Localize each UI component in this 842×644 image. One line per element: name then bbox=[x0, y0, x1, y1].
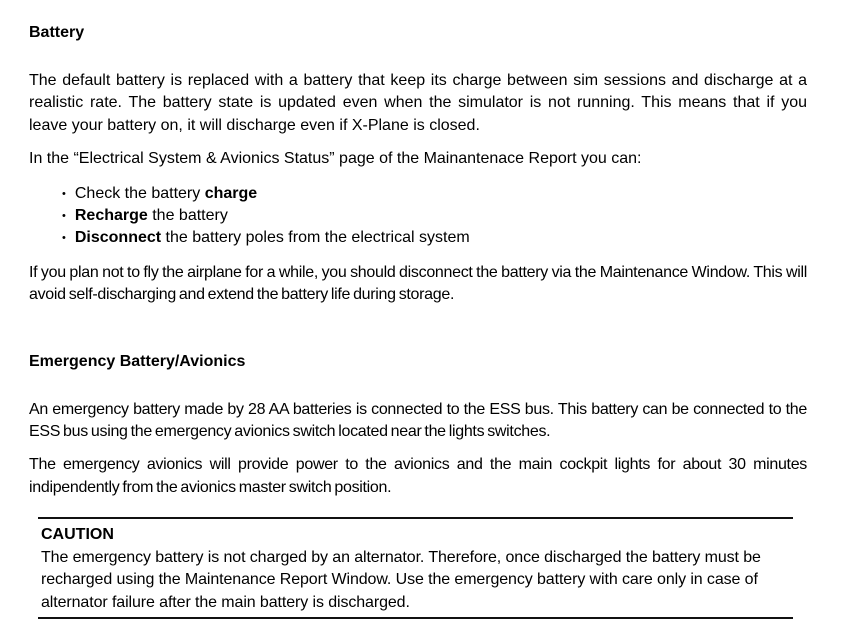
list-item-bold-text: charge bbox=[204, 184, 258, 202]
battery-actions-list bbox=[29, 183, 807, 250]
list-item-check-charge bbox=[62, 183, 807, 205]
paragraph-storage-advice: If you plan not to fly the airplane for a while, you should disconnect the battery via the Maintenance Window. This will avoid self-discharging and extend the battery life during storage. bbox=[29, 263, 807, 304]
list-item-recharge bbox=[62, 205, 807, 227]
bullet-icon: • bbox=[62, 187, 66, 200]
caution-body-text: The emergency battery is not charged by an alternator. Therefore, once discharged the battery must be recharged using the Maintenance Report Window. Use the emergency battery with care only in case of alternator failure after the main battery is discharged. bbox=[41, 548, 761, 611]
caution-box bbox=[38, 517, 793, 619]
paragraph-emergency-battery: An emergency battery made by 28 AA batteries is connected to the ESS bus. This battery can be connected to the ESS bus using the emergency avionics switch located near the lights switches. bbox=[29, 400, 807, 441]
list-item-text: the battery bbox=[147, 207, 228, 225]
list-item-bold-text: Recharge bbox=[74, 207, 148, 225]
bullet-icon: • bbox=[62, 210, 66, 223]
list-item-bold-text: Disconnect bbox=[74, 229, 162, 247]
bullet-icon: • bbox=[62, 232, 66, 245]
list-item-text: Check the battery bbox=[74, 184, 205, 202]
paragraph-maintenance-report-intro: In the “Electrical System & Avionics Status” page of the Mainantenace Report you can: bbox=[29, 150, 642, 168]
paragraph-emergency-avionics-duration: The emergency avionics will provide power to the avionics and the main cockpit lights for about 30 minutes indipendently from the avionics master switch position. bbox=[29, 456, 807, 496]
list-item-disconnect bbox=[62, 227, 807, 249]
caution-title: CAUTION bbox=[41, 526, 114, 544]
heading-emergency-battery: Emergency Battery/Avionics bbox=[29, 352, 246, 370]
list-item-text: the battery poles from the electrical system bbox=[161, 229, 470, 247]
heading-battery: Battery bbox=[29, 24, 85, 41]
paragraph-battery-intro: The default battery is replaced with a battery that keep its charge between sim sessions and discharge at a realistic rate. The battery state is updated even when the simulator is not running. This means that if you leave your battery on, it will discharge even if X-Plane is closed. bbox=[29, 72, 807, 134]
